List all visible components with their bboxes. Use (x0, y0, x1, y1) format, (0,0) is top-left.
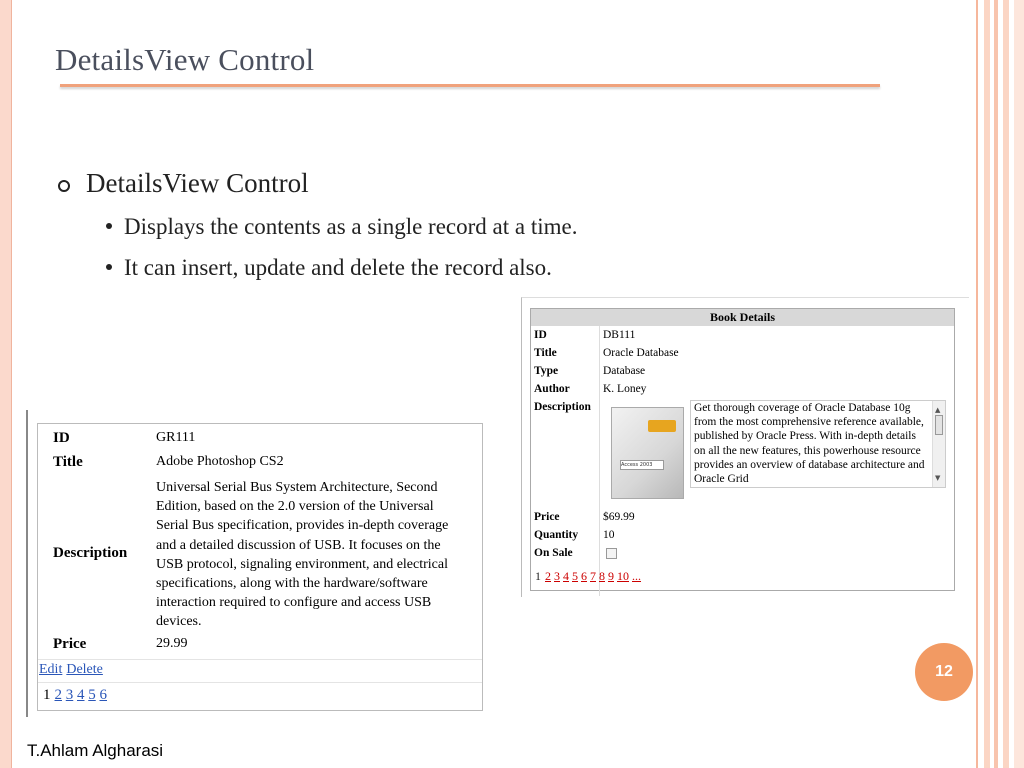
sub-bullet-1: Displays the contents as a single record at a time. (106, 214, 577, 240)
delete-link[interactable]: Delete (66, 662, 103, 677)
scroll-thumb[interactable] (935, 415, 943, 435)
product-pager-link[interactable]: 4 (77, 687, 85, 703)
scroll-down-icon[interactable]: ▼ (935, 473, 941, 482)
book-pager-link[interactable]: 10 (617, 569, 629, 583)
product-pager-link[interactable]: 6 (99, 687, 107, 703)
product-pager-link[interactable]: 2 (54, 687, 62, 703)
product-screenshot-edge (26, 410, 28, 717)
product-pager-link[interactable]: 3 (65, 687, 74, 703)
book-pager-link[interactable]: 5 (572, 569, 578, 583)
book-row-description: Description (534, 401, 591, 413)
product-command-row (39, 662, 107, 678)
left-border (0, 0, 12, 768)
edit-link[interactable]: Edit (39, 662, 63, 677)
ring-bullet-icon (58, 180, 70, 192)
dot-bullet-icon (106, 223, 112, 229)
book-pager-link[interactable]: 4 (563, 569, 569, 583)
product-pager-link[interactable]: 5 (88, 687, 96, 703)
book-pager-link[interactable]: 7 (590, 569, 596, 583)
product-details-view: ID GR111 Title Adobe Photoshop CS2 Description Universal Serial Bus System Architecture, Second Edition, based on the 2.0 version of the Universal Serial Bus specification, provides in-depth coverage and a detailed discussion of USB. It focuses on the USB protocol, signaling environment, and electrical specifications, along with the hardware/software interaction required to configure and access USB devices. Price 29.99 Edit Delete 1 2 3 4 5 6 (37, 423, 483, 711)
book-row-id: ID DB111 (534, 329, 636, 341)
page-number-badge: 12 (915, 643, 973, 701)
book-row-author: Author K. Loney (534, 383, 647, 395)
book-row-type: Type Database (534, 365, 646, 377)
slide-title: DetailsView Control (55, 42, 315, 77)
book-pager: 1 2 3 4 5 6 7 8 9 10 ... (535, 569, 641, 583)
book-description-textbox[interactable]: Get thorough coverage of Oracle Database 10g from the most comprehensive reference available, published by Oracle Press. With in-depth details on all the new features, this powerhouse resource provides an overview of database architecture and Oracle Grid ▲ ▼ (690, 400, 946, 488)
product-pager: 1 2 3 4 5 6 (43, 687, 107, 703)
book-pager-link[interactable]: 6 (581, 569, 587, 583)
title-rule (60, 84, 880, 87)
dot-bullet-icon (106, 264, 112, 270)
book-pager-more[interactable]: ... (632, 569, 641, 583)
book-pager-link[interactable]: 3 (554, 569, 560, 583)
on-sale-checkbox[interactable] (606, 548, 617, 559)
book-details-header: Book Details (531, 309, 954, 326)
book-cover-image: Access 2003 (611, 407, 684, 499)
author-footer: T.Ahlam Algharasi (27, 741, 164, 760)
product-description: Universal Serial Bus System Architecture, Second Edition, based on the 2.0 version of the Universal Serial Bus specification, provides in-depth coverage and a detailed discussion of USB. It focuses on the USB protocol, signaling environment, and electrical specifications, along with the hardware/software interaction required to configure and access USB devices. (156, 480, 449, 630)
book-pager-link[interactable]: 9 (608, 569, 614, 583)
scroll-up-icon[interactable]: ▲ (935, 406, 941, 414)
right-border-stripes (976, 0, 1024, 768)
sub-bullet-2: It can insert, update and delete the record also. (106, 255, 552, 281)
book-row-quantity: Quantity 10 (534, 529, 615, 541)
book-row-on-sale: On Sale (534, 547, 573, 559)
book-row-price: Price $69.99 (534, 511, 635, 523)
book-row-title: Title Oracle Database (534, 347, 679, 359)
book-pager-link[interactable]: 8 (599, 569, 605, 583)
description-scrollbar[interactable] (932, 401, 945, 487)
book-pager-link[interactable]: 2 (545, 569, 551, 583)
